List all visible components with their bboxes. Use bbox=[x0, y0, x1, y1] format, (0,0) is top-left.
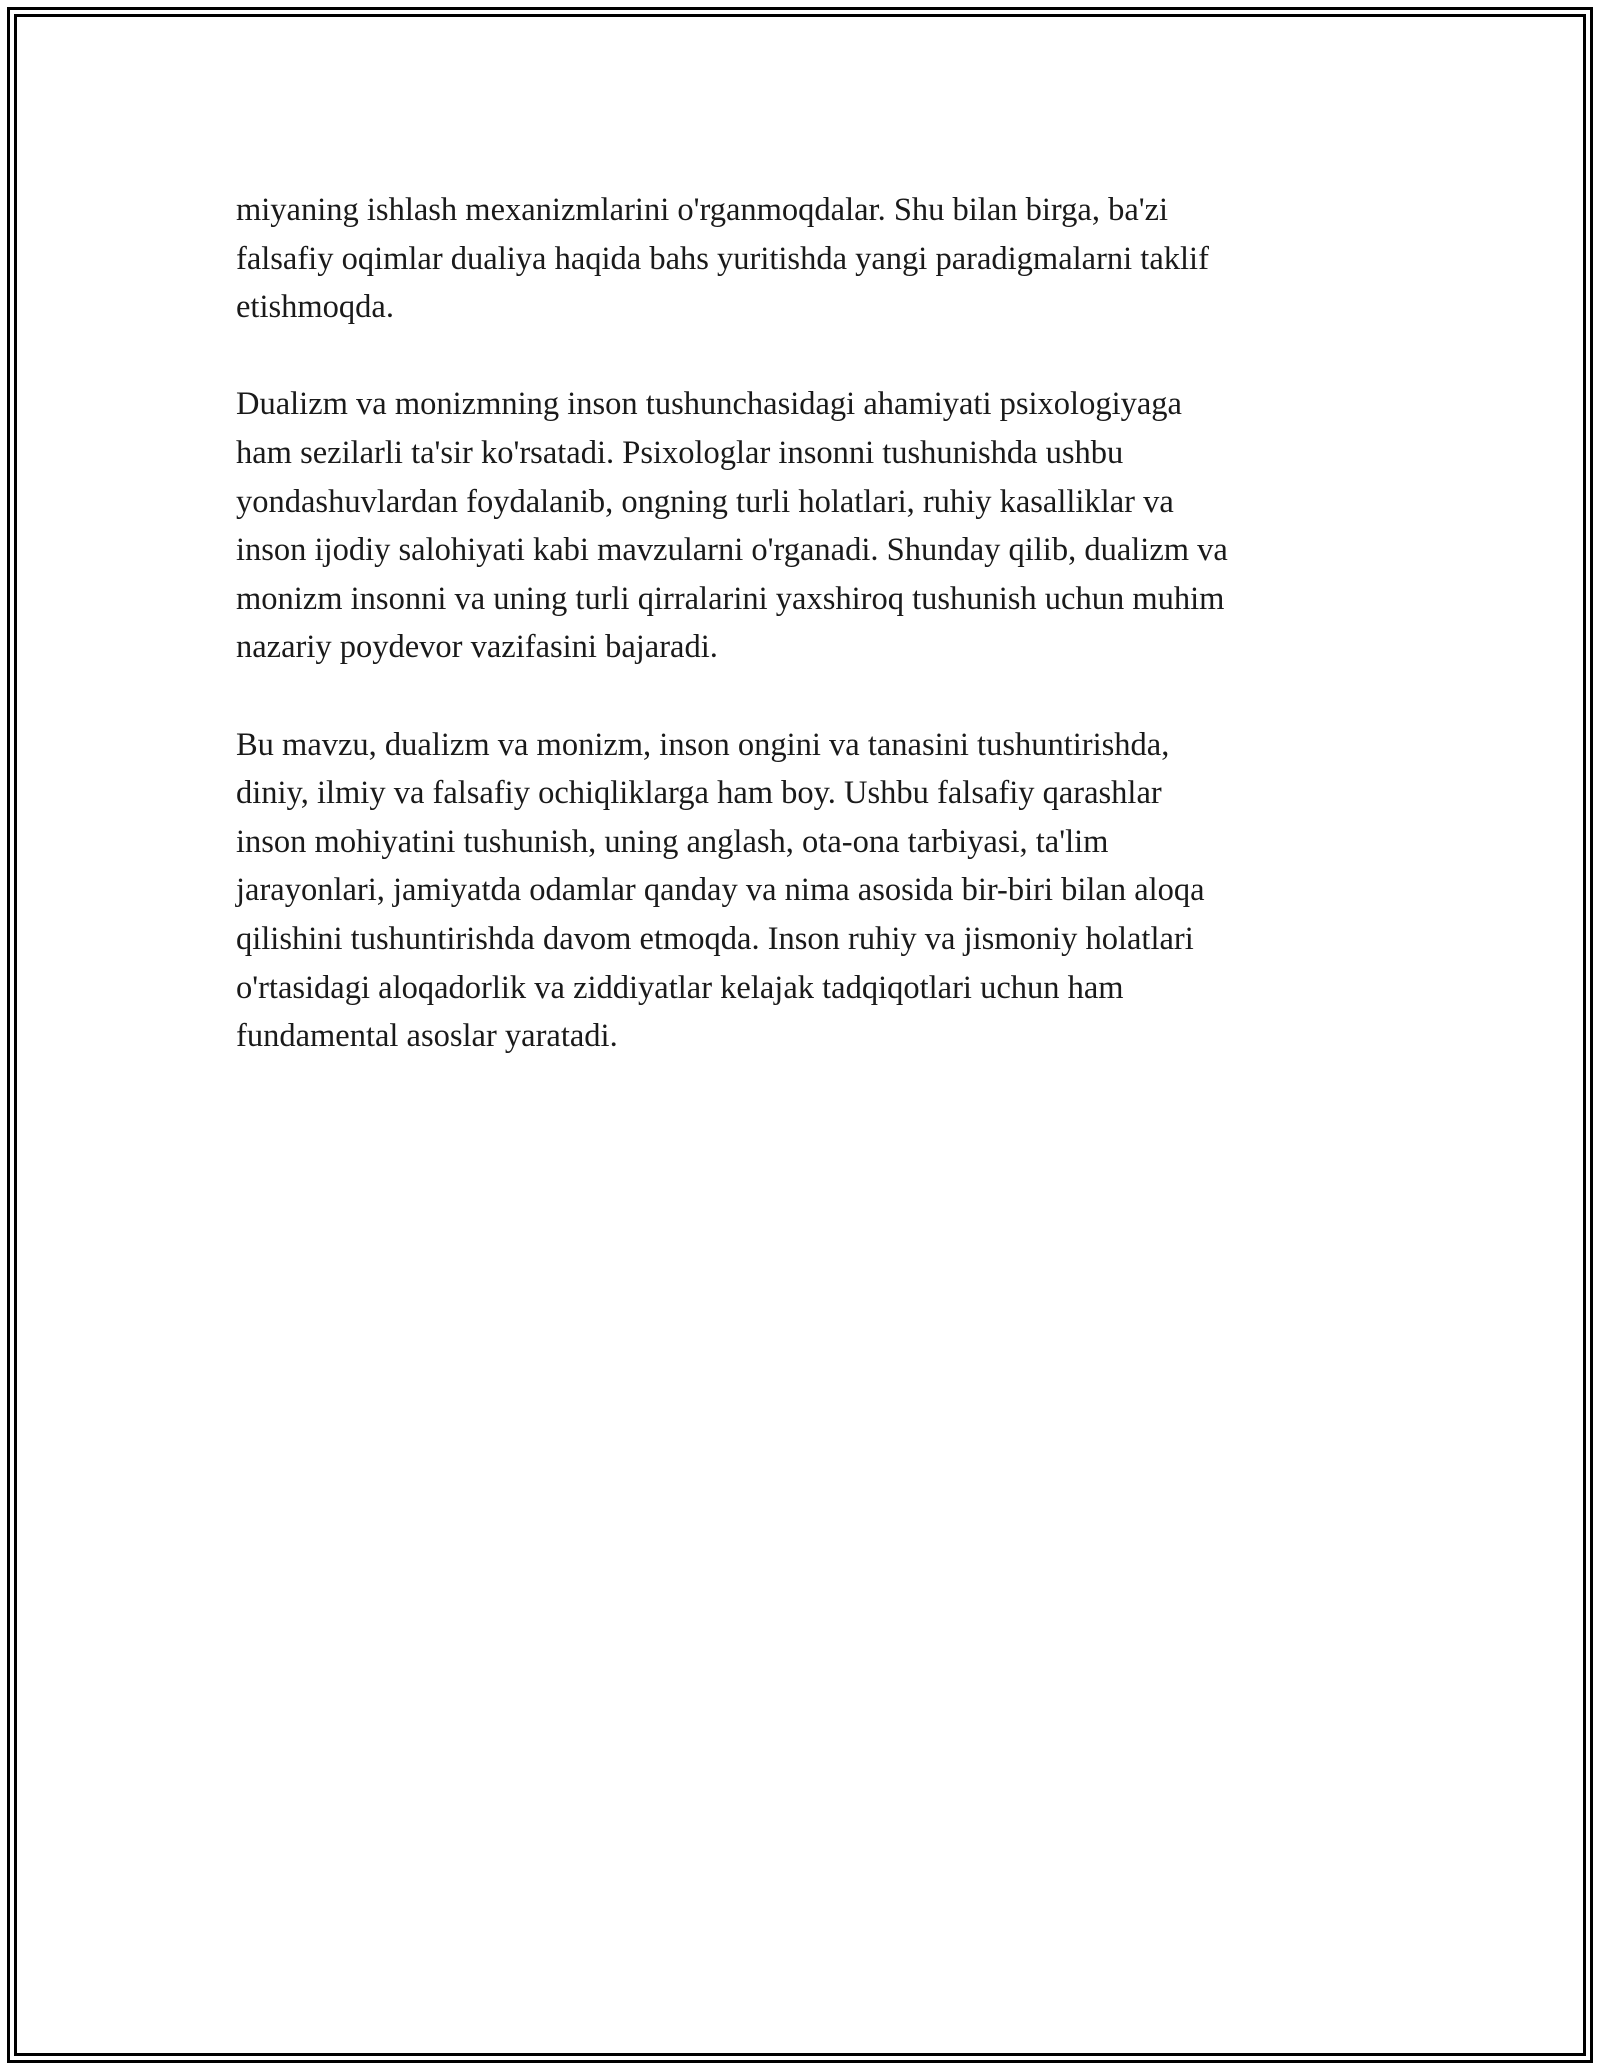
text-line: qilishini tushuntirishda davom etmoqda. Inson ruhiy va jismoniy holatlari bbox=[236, 920, 1194, 957]
text-line: fundamental asoslar yaratadi. bbox=[236, 1018, 618, 1055]
text-line: nazariy poydevor vazifasini bajaradi. bbox=[236, 629, 718, 666]
text-line: falsafiy oqimlar dualiya haqida bahs yuritishda yangi paradigmalarni taklif bbox=[236, 240, 1209, 277]
text-line: Bu mavzu, dualizm va monizm, inson ongini va tanasini tushuntirishda, bbox=[236, 726, 1170, 763]
paragraph-3 bbox=[236, 721, 1366, 1061]
text-line: diniy, ilmiy va falsafiy ochiqliklarga ham boy. Ushbu falsafiy qarashlar bbox=[236, 775, 1162, 812]
text-line: o'rtasidagi aloqadorlik va ziddiyatlar kelajak tadqiqotlari uchun ham bbox=[236, 969, 1124, 1006]
text-line: ham sezilarli ta'sir ko'rsatadi. Psixologlar insonni tushunishda ushbu bbox=[236, 434, 1124, 471]
paragraph-2 bbox=[236, 380, 1366, 672]
text-line: inson ijodiy salohiyati kabi mavzularni o'rganadi. Shunday qilib, dualizm va bbox=[236, 532, 1228, 569]
document-body bbox=[236, 186, 1366, 1109]
text-line: Dualizm va monizmning inson tushunchasidagi ahamiyati psixologiyaga bbox=[236, 386, 1182, 423]
text-line: monizm insonni va uning turli qirralarini yaxshiroq tushunish uchun muhim bbox=[236, 580, 1225, 617]
text-line: jarayonlari, jamiyatda odamlar qanday va nima asosida bir-biri bilan aloqa bbox=[236, 872, 1205, 909]
text-line: inson mohiyatini tushunish, uning anglash, ota-ona tarbiyasi, ta'lim bbox=[236, 823, 1109, 860]
text-line: miyaning ishlash mexanizmlarini o'rganmoqdalar. Shu bilan birga, ba'zi bbox=[236, 192, 1169, 228]
paragraph-1 bbox=[236, 186, 1366, 332]
text-line: yondashuvlardan foydalanib, ongning turli holatlari, ruhiy kasalliklar va bbox=[236, 483, 1174, 520]
text-line: etishmoqda. bbox=[236, 289, 394, 326]
